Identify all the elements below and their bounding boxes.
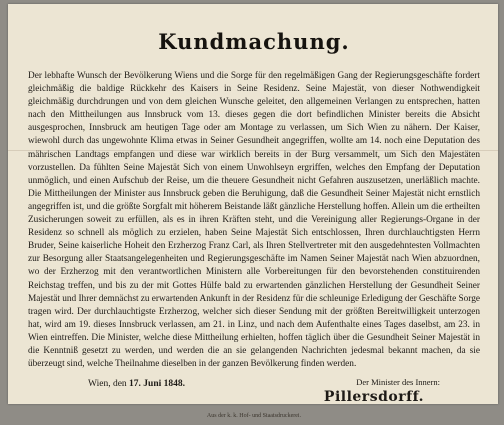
proclamation-sheet: [8, 4, 498, 420]
date-prefix: Wien, den: [88, 379, 127, 390]
date-value: 17. Juni 1848.: [129, 379, 186, 390]
notice-title: Kundmachung.: [158, 29, 350, 54]
signature-label: Der Minister des Innern:: [356, 377, 440, 388]
signature-name: Pillersdorff.: [323, 389, 424, 406]
date-line: [88, 379, 185, 389]
notice-footer: [28, 377, 480, 425]
paper-fold-line: [8, 150, 498, 151]
notice-body: Der lebhafte Wunsch der Bevölkerung Wiens und die Sorge für den regelmäßigen Gang der Regierungsgeschäfte fordert gleichmäßig die baldige Rückkehr des Kaisers in Seine Residenz. Seine Majestät, von dieser Nothwendigkeit gleichmäßig durchdrungen und von dem gleichen Wunsche geleitet, den allgemeinen Verlangen zu entsprechen, hatten nach den Mittheilungen aus Innsbruck vom 13. dieses gegen die dort befindlichen Minister bereits die Absicht ausgesprochen, Innsbruck am heutigen Tage oder am Montage zu verlassen, um Sich Wien zu nähern. Der Kaiser, wiewohl durch das ungewohnte Klima etwas in Seiner Gesundheit angegriffen, wollte am 14. noch eine Deputation des mährischen Landtags empfangen und diese war wirklich bereits in der Burg versammelt, um Sich den Majestäten vorzustellen. Da fühlten Seine Majestät Sich von einem Unwohlseyn ergriffen, welches den Empfang der Deputation unmöglich, und einen Aufschub der Reise, um die theuere Gesundheit nicht Gefahren auszusetzen, unerläßlich machte. Die Mittheilungen der Minister aus Innsbruck geben die Beruhigung, daß die Gesundheit Seiner Majestät nicht ernstlich angegriffen ist, und die größte Sorgfalt mit höherem Beistande läßt gänzliche Herstellung hoffen. Allein um die ertheilten Zusicherungen soweit zu erfüllen, als es in ihren Kräften steht, und die Vereinigung aller Regierungs-Organe in der Residenz so schnell als möglich zu erzielen, haben Seine Majestät Sich entschlossen, Ihren durchlauchtigsten Herrn Bruder, Seine kaiserliche Hoheit den Erzherzog Franz Carl, als Ihren Stellvertreter mit den ausgedehntesten Vollmachten zur Besorgung aller Staatsangelegenheiten und Regierungsgeschäfte im Namen Seiner Majestät nach Wien abzuordnen, wo der Erzherzog mit den verantwortlichen Ministern alle Vorbereitungen für den bevorstehenden constituirenden Reichstag treffen, und bis zu der mit Gottes Hülfe bald zu erwartenden gänzlichen Herstellung der Gesundheit Seiner Majestät und Ihrer demnächst zu erwartenden Ankunft in der Residenz für die schleunige Erledigung der Geschäfte Sorge tragen wird. Der durchlauchtigste Erzherzog, welcher sich dieser Sendung mit der größten Bereitwilligkeit unterzogen hat, wird am 19. dieses Innsbruck verlassen, am 21. in Linz, und nach dem Aufenthalte eines Tages daselbst, am 23. in Wien eintreffen. Die Minister, welche diese Mittheilung erhielten, hoffen täglich über die Gesundheit Seiner Majestät in die Kenntniß gesetzt zu werden, und werden die an sie gelangenden Nachrichten jedesmal bekannt machen, da sie überzeugt sind, welche Theilnahme dieselben in der ganzen Bevölkerung finden werden.: [28, 71, 480, 370]
printer-imprint: Aus der k. k. Hof- und Staatsdruckerei.: [206, 413, 302, 420]
